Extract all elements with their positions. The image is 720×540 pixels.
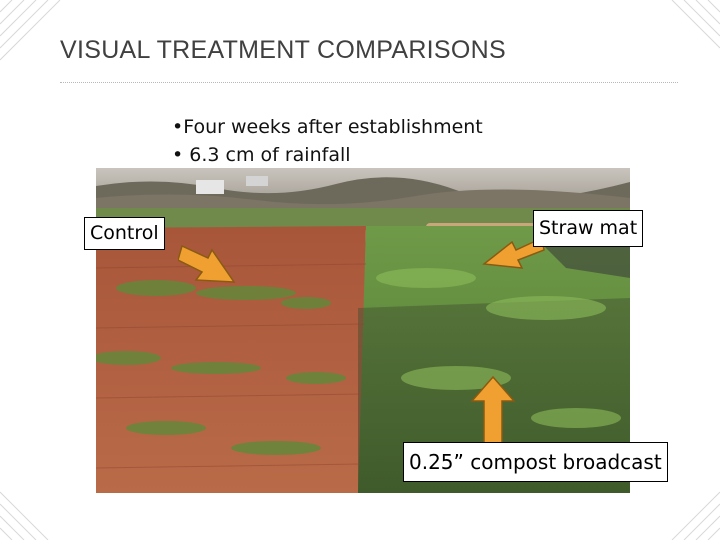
bullet-item: •Four weeks after establishment xyxy=(172,116,483,138)
bullet-item: • 6.3 cm of rainfall xyxy=(172,144,351,166)
compost-label: 0.25” compost broadcast xyxy=(403,442,668,482)
arrow-to-control xyxy=(178,232,240,290)
straw-mat-label: Straw mat xyxy=(533,210,643,247)
control-label: Control xyxy=(84,217,165,250)
bullet-list xyxy=(172,113,483,169)
arrow-to-compost xyxy=(470,375,516,445)
slide-title: VISUAL TREATMENT COMPARISONS xyxy=(60,36,506,64)
title-divider xyxy=(60,82,678,83)
